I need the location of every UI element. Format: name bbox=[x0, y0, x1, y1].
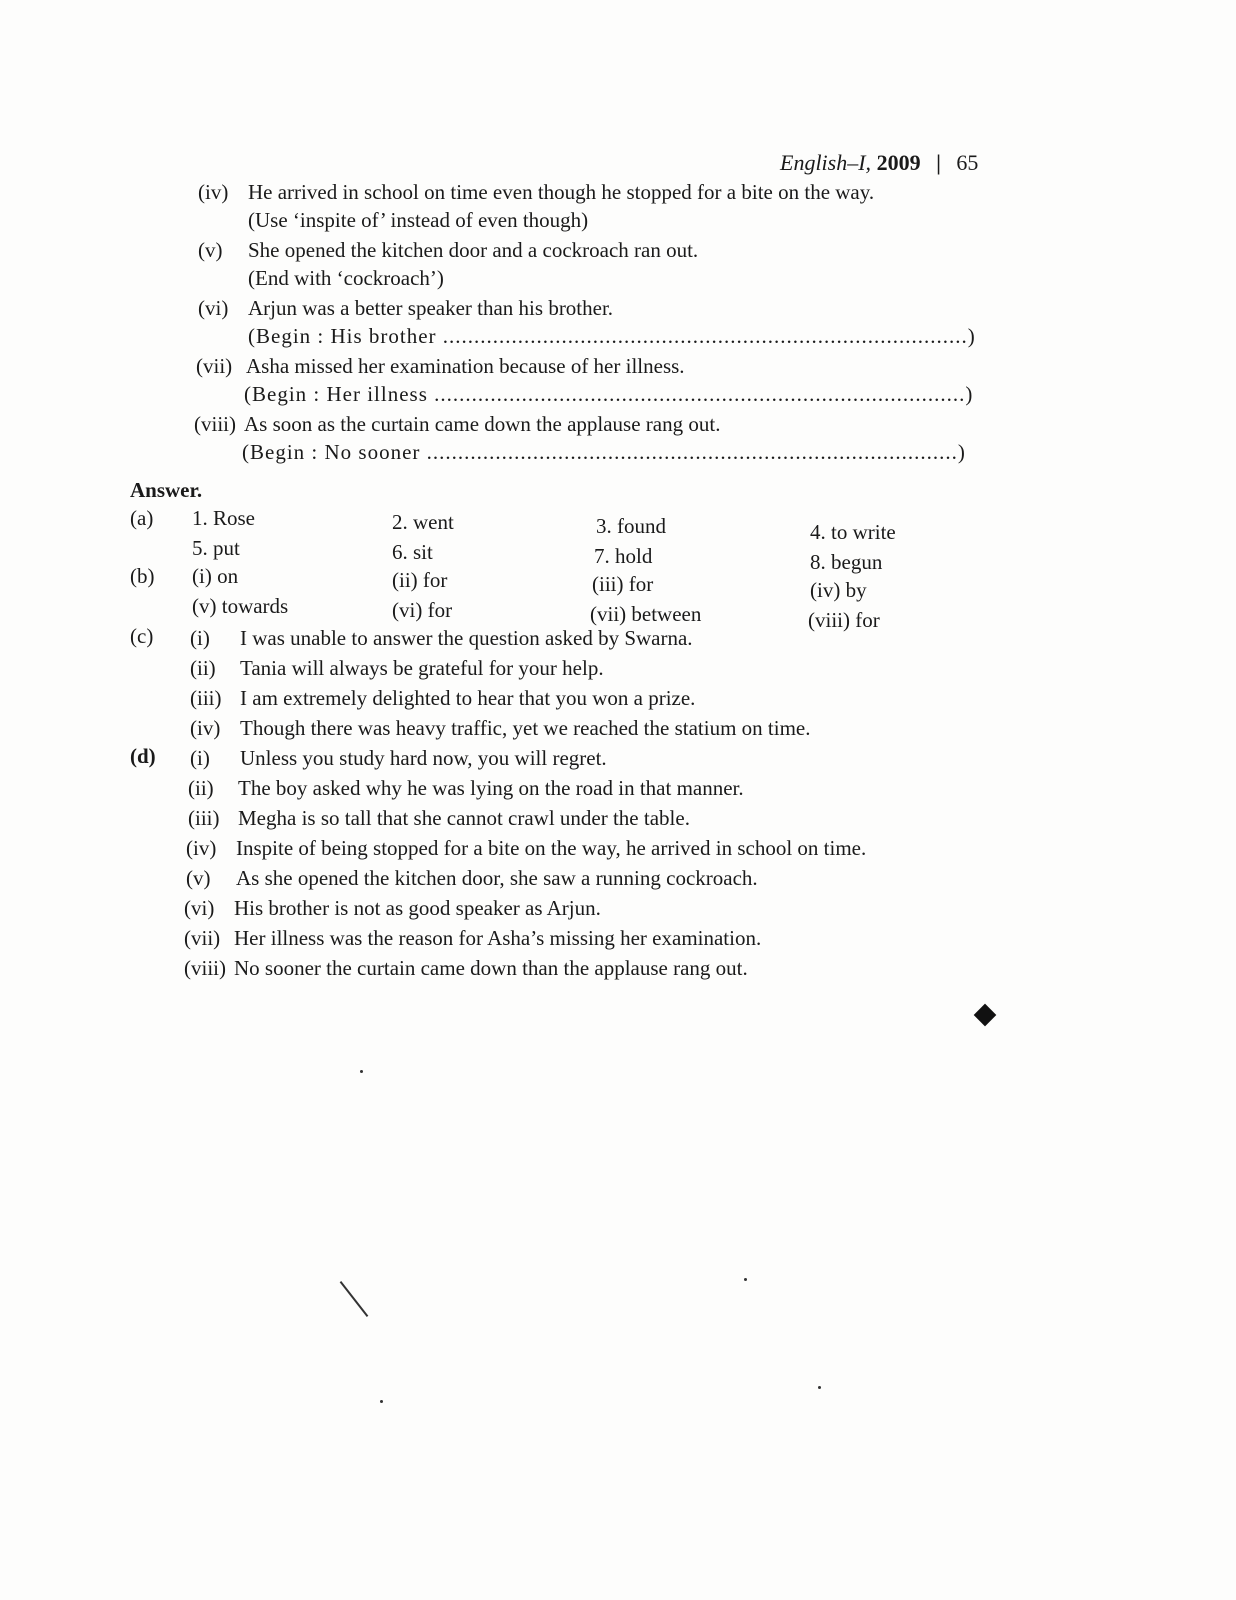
question-item: (v) She opened the kitchen door and a cockroach ran out. bbox=[198, 238, 699, 262]
answer-cell: (i) on bbox=[192, 564, 239, 588]
answer-cell: (viii) for bbox=[808, 608, 880, 632]
question-item: (vii) Asha missed her examination because of her illness. bbox=[196, 354, 685, 378]
answer-line: (i) Unless you study hard now, you will regret. bbox=[190, 746, 607, 770]
answer-line: (iv) Inspite of being stopped for a bite on the way, he arrived in school on time. bbox=[186, 836, 867, 860]
answer-cell: 4. to write bbox=[810, 520, 896, 544]
answer-cell: (vi) for bbox=[392, 598, 453, 622]
question-hint: (Begin : His brother ....................................................................................) bbox=[248, 324, 976, 348]
answer-line: (ii) Tania will always be grateful for your help. bbox=[190, 656, 604, 680]
answer-line: (iii) I am extremely delighted to hear that you won a prize. bbox=[190, 686, 696, 710]
answer-cell: 3. found bbox=[596, 514, 666, 538]
answer-cell: 7. hold bbox=[594, 544, 653, 568]
part-b-label: (b) bbox=[130, 564, 155, 588]
answer-line: (vi) His brother is not as good speaker as Arjun. bbox=[184, 896, 601, 920]
question-hint: (End with ‘cockroach’) bbox=[248, 266, 444, 290]
scan-speck bbox=[744, 1278, 747, 1281]
page-header bbox=[780, 150, 978, 176]
question-hint: (Use ‘inspite of’ instead of even though) bbox=[248, 208, 589, 232]
question-item: (viii) As soon as the curtain came down the applause rang out. bbox=[194, 412, 721, 436]
scan-speck bbox=[380, 1400, 383, 1403]
scan-mark bbox=[340, 1281, 369, 1317]
question-hint: (Begin : No sooner .....................................................................................) bbox=[242, 440, 966, 464]
scan-speck bbox=[818, 1386, 821, 1389]
page-number: 65 bbox=[956, 150, 979, 175]
answer-line: (v) As she opened the kitchen door, she saw a running cockroach. bbox=[186, 866, 758, 890]
part-d-label: (d) bbox=[130, 744, 156, 768]
answer-cell: 2. went bbox=[392, 510, 454, 534]
answer-cell: 1. Rose bbox=[192, 506, 255, 530]
answer-cell: 8. begun bbox=[810, 550, 883, 574]
answer-cell: 5. put bbox=[192, 536, 240, 560]
end-marker-diamond-icon bbox=[974, 1004, 997, 1027]
answer-cell: (vii) between bbox=[590, 602, 702, 626]
question-item: (vi) Arjun was a better speaker than his brother. bbox=[198, 296, 614, 320]
answer-line: (ii) The boy asked why he was lying on the road in that manner. bbox=[188, 776, 744, 800]
answer-line: (viii) No sooner the curtain came down than the applause rang out. bbox=[184, 956, 748, 980]
scan-speck bbox=[360, 1070, 363, 1073]
header-separator: | bbox=[936, 150, 941, 175]
part-c-label: (c) bbox=[130, 624, 154, 648]
answer-cell: (v) towards bbox=[192, 594, 289, 618]
question-hint: (Begin : Her illness .....................................................................................) bbox=[244, 382, 974, 406]
answer-heading: Answer. bbox=[130, 478, 203, 502]
part-a-label: (a) bbox=[130, 506, 154, 530]
answer-cell: 6. sit bbox=[392, 540, 433, 564]
answer-line: (vii) Her illness was the reason for Asha’s missing her examination. bbox=[184, 926, 762, 950]
answer-line: (iii) Megha is so tall that she cannot crawl under the table. bbox=[188, 806, 690, 830]
question-item: (iv) He arrived in school on time even though he stopped for a bite on the way. bbox=[198, 180, 875, 204]
book-title: English–I, bbox=[780, 150, 872, 175]
answer-cell: (iii) for bbox=[592, 572, 654, 596]
answer-cell: (iv) by bbox=[810, 578, 867, 602]
answer-cell: (ii) for bbox=[392, 568, 448, 592]
answer-line: (iv) Though there was heavy traffic, yet we reached the statium on time. bbox=[190, 716, 811, 740]
exam-year: 2009 bbox=[876, 150, 921, 175]
answer-line: (i) I was unable to answer the question asked by Swarna. bbox=[190, 626, 693, 650]
